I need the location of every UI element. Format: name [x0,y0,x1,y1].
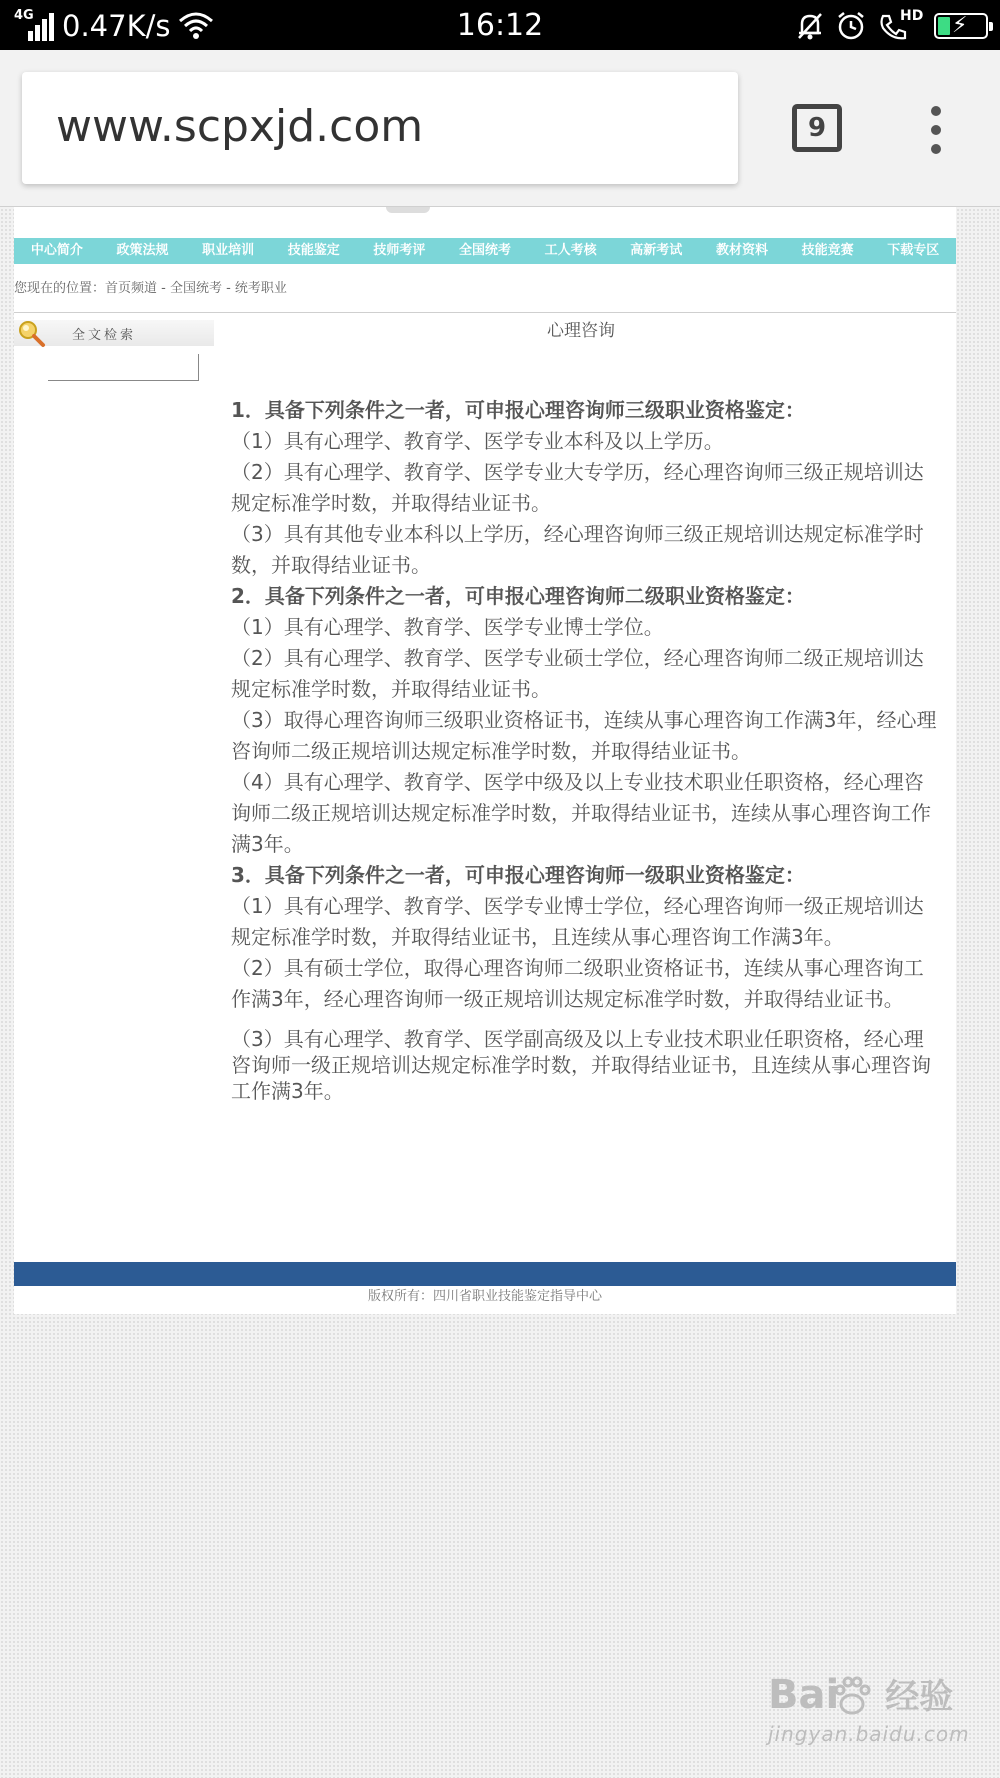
copyright-text: 版权所有：四川省职业技能鉴定指导中心 [367,1289,602,1304]
bell-mute-icon [796,11,824,41]
article-title: 心理咨询 [547,321,615,341]
nav-item-training[interactable]: 职业培训 [202,243,255,258]
divider [14,312,956,313]
article-paragraph: （2）具有心理学、教育学、医学专业硕士学位，经心理咨询师二级正规培训达规定标准学时数，并取得结业证书。 [231,646,924,701]
article-paragraph: （3）具有其他专业本科以上学历，经心理咨询师三级正规培训达规定标准学时数，并取得结业证书。 [231,522,924,577]
web-page [14,207,956,1314]
nav-item-materials[interactable]: 教材资料 [715,243,768,258]
network-type-label: 4G [14,8,34,23]
alarm-clock-icon [836,11,866,41]
battery-icon: ⚡ [934,13,988,39]
nav-item-policy[interactable]: 政策法规 [116,243,169,258]
article-body [231,395,941,1104]
baidu-jingyan-watermark [764,1670,970,1750]
tab-switcher-button[interactable]: 9 [792,104,842,152]
article-section-heading: 3．具备下列条件之一者，可申报心理咨询师一级职业资格鉴定： [231,863,805,887]
banner-remnant [386,207,430,213]
article-section-heading: 1．具备下列条件之一者，可申报心理咨询师三级职业资格鉴定： [231,398,805,422]
article-paragraph: （3）具有心理学、教育学、医学副高级及以上专业技术职业任职资格，经心理咨询师一级正规培训达规定标准学时数，并取得结业证书，且连续从事心理咨询工作满3年。 [231,1027,931,1103]
nav-item-national-exam[interactable]: 全国统考 [459,243,512,258]
nav-item-worker-exam[interactable]: 工人考核 [544,243,597,258]
address-bar[interactable] [22,72,738,184]
footer-bar [14,1262,956,1286]
article-paragraph: （1）具有心理学、教育学、医学专业博士学位。 [231,615,664,639]
status-bar [0,0,1000,50]
search-input[interactable] [48,354,199,381]
search-panel-header [14,320,214,346]
article-paragraph: （2）具有心理学、教育学、医学专业大专学历，经心理咨询师三级正规培训达规定标准学时数，并取得结业证书。 [231,460,924,515]
article-paragraph: （2）具有硕士学位，取得心理咨询师二级职业资格证书，连续从事心理咨询工作满3年，经心理咨询师一级正规培训达规定标准学时数，并取得结业证书。 [231,956,924,1011]
overflow-menu-icon[interactable] [924,106,948,154]
browser-toolbar [0,50,1000,207]
breadcrumb: 您现在的位置：首页频道 - 全国统考 - 统考职业 [14,281,287,296]
nav-item-intro[interactable]: 中心简介 [30,243,83,258]
nav-item-downloads[interactable]: 下载专区 [887,243,940,258]
nav-item-technician-eval[interactable]: 技师考评 [373,243,426,258]
article-paragraph: （1）具有心理学、教育学、医学专业博士学位，经心理咨询师一级正规培训达规定标准学时数，并取得结业证书，且连续从事心理咨询工作满3年。 [231,894,924,949]
article-paragraph: （1）具有心理学、教育学、医学专业本科及以上学历。 [231,429,724,453]
nav-item-competition[interactable]: 技能竞赛 [801,243,854,258]
article-paragraph: （3）取得心理咨询师三级职业资格证书，连续从事心理咨询工作满3年，经心理咨询师二级正规培训达规定标准学时数，并取得结业证书。 [231,708,937,763]
url-text[interactable]: www.scpxjd.com [56,101,424,152]
paw-icon [830,1674,874,1718]
nav-item-hitech-exam[interactable]: 高新考试 [630,243,683,258]
watermark-brand: Bai 经验 [768,1672,954,1718]
nav-item-appraisal[interactable]: 技能鉴定 [287,243,340,258]
watermark-url: jingyan.baidu.com [768,1722,970,1746]
article-section-heading: 2．具备下列条件之一者，可申报心理咨询师二级职业资格鉴定： [231,584,805,608]
article-paragraph: （4）具有心理学、教育学、医学中级及以上专业技术职业任职资格，经心理咨询师二级正规培训达规定标准学时数，并取得结业证书，连续从事心理咨询工作满3年。 [231,770,931,856]
hd-label: HD [900,8,924,24]
hd-call-icon [878,10,922,42]
clock: 16:12 [456,8,544,43]
main-navigation [14,238,956,264]
magnifier-icon [16,318,46,348]
search-label: 全文检索 [72,328,137,343]
network-speed: 0.47K/s [62,9,171,43]
